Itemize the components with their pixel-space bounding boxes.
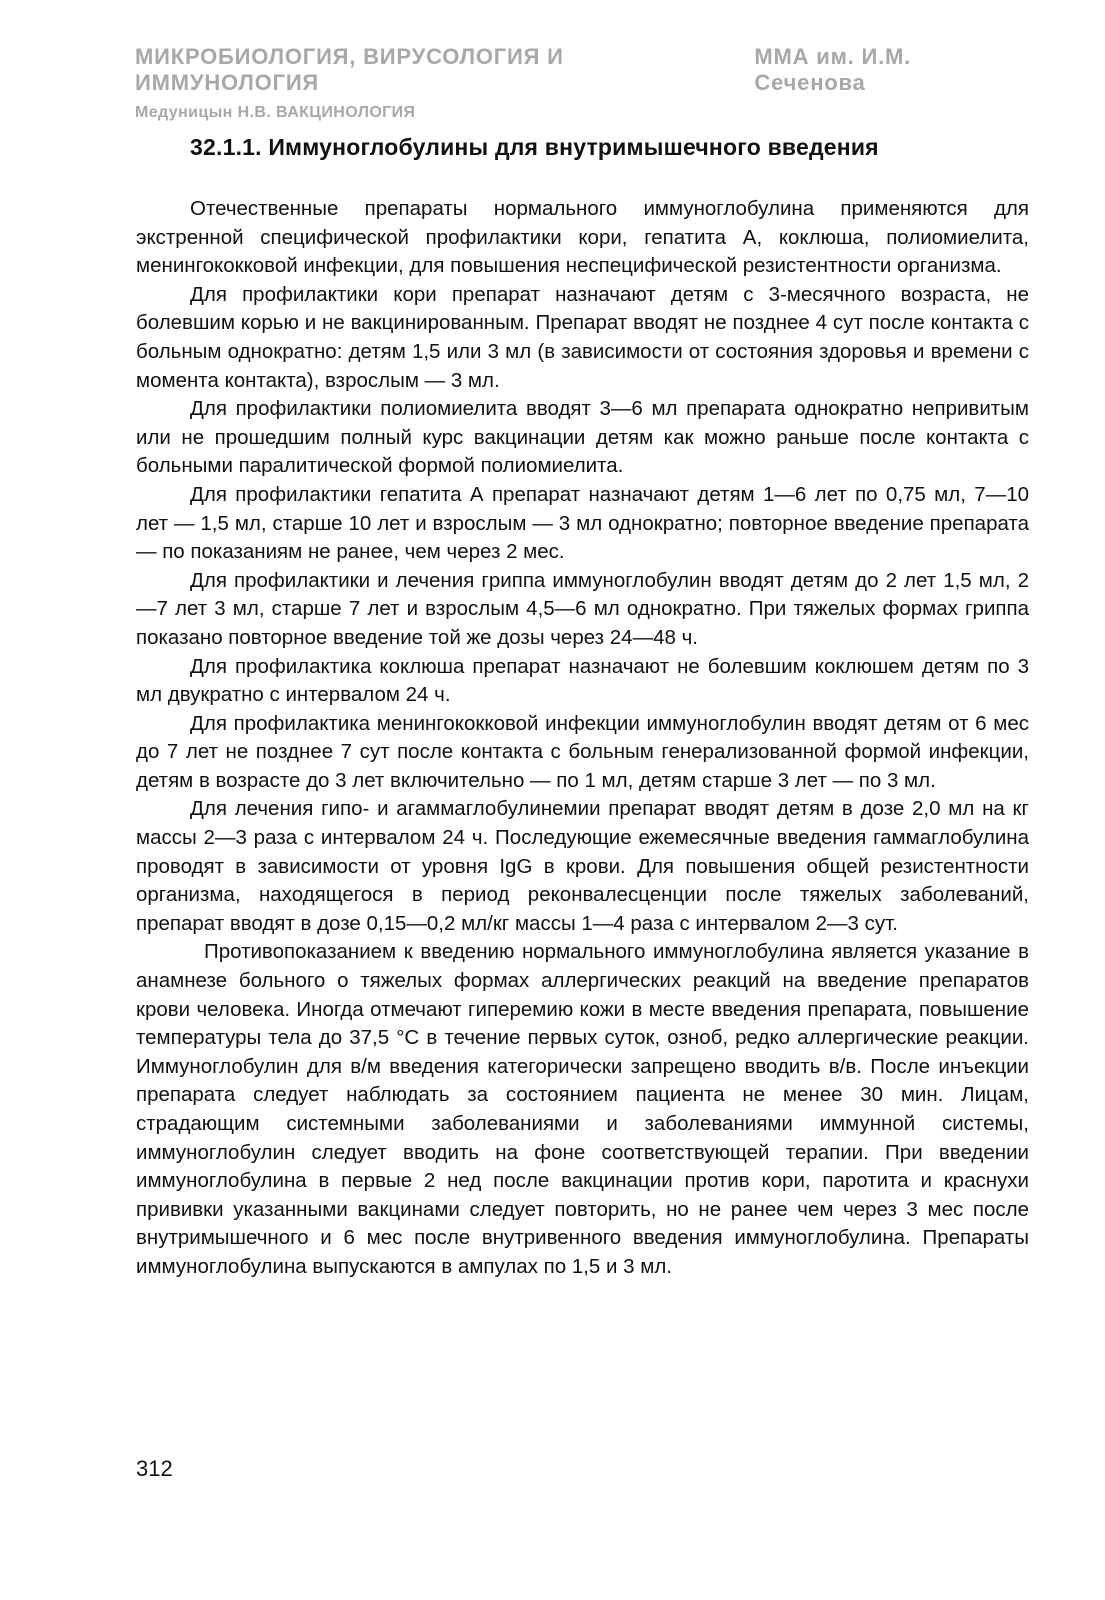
header-book-title: Медуницын Н.В. ВАКЦИНОЛОГИЯ	[135, 104, 416, 121]
body-text	[136, 195, 1029, 1282]
paragraph: Для профилактики кори препарат назначают детям с 3-месячного возраста, не болевшим корью и не вакцинированным. Препарат вводят не позднее 4 сут после контакта с больным однократно: детям 1,5 или 3 мл (в зависимости от состояния здоровья и времени с момента контакта), взрослым — 3 мл.	[136, 282, 1029, 392]
paragraph: Противопоказанием к введению нормального иммуноглобулина является указание в анамнезе больного о тяжелых формах аллергических реакций на введение препаратов крови человека. Иногда отмечают гиперемию кожи в месте введения препарата, повышение температуры тела до 37,5 °С в течение первых суток, озноб, редко аллергические реакции. Иммуноглобулин для в/м введения категорически запрещено вводить в/в. После инъекции препарата следует наблюдать за состоянием пациента не менее 30 мин. Лицам, страдающим системными заболеваниями и заболеваниями иммунной системы, иммуноглобулин следует вводить на фоне соответствующей терапии. При введении иммуноглобулина в первые 2 нед после вакцинации против кори, паротита и краснухи прививки указанными вакцинами следует повторить, но не ранее чем через 3 мес после внутримышечного и 6 мес после внутривенного введения иммуноглобулина. Препараты иммуноглобулина выпускаются в ампулах по 1,5 и 3 мл.	[136, 940, 1029, 1278]
paragraph: Для профилактики гепатита А препарат назначают детям 1—6 лет по 0,75 мл, 7—10 лет — 1,5 мл, старше 10 лет и взрослым — 3 мл однократно; повторное введение препарата — по показаниям не ранее, чем через 2 мес.	[136, 482, 1029, 564]
header-top-line	[135, 44, 1029, 96]
page-number: 312	[136, 1456, 173, 1481]
header-institution: ММА им. И.М. Сеченова	[754, 44, 912, 95]
paragraph: Отечественные препараты нормального иммуноглобулина применяются для экстренной специфической профилактики кори, гепатита А, коклюша, полиомиелита, менингококковой инфекции, для повышения неспецифической резистентности организма.	[136, 197, 1029, 278]
paragraph: Для профилактики и лечения гриппа иммуноглобулин вводят детям до 2 лет 1,5 мл, 2—7 лет 3 мл, старше 7 лет и взрослым 4,5—6 мл однократно. При тяжелых формах гриппа показано повторное введение той же дозы через 24—48 ч.	[136, 568, 1029, 649]
section-title: 32.1.1. Иммуноглобулины для внутримышечного введения	[190, 134, 879, 160]
paragraph: Для профилактика коклюша препарат назначают не болевшим коклюшем детям по 3 мл двукратно с интервалом 24 ч.	[136, 654, 1029, 707]
paragraph: Для лечения гипо- и агаммаглобулинемии препарат вводят детям в дозе 2,0 мл на кг массы 2—3 раза с интервалом 24 ч. Последующие ежемесячные введения гаммаглобулина проводят в зависимости от уровня IgG в крови. Для повышения общей резистентности организма, находящегося в период реконвалесценции после тяжелых заболеваний, препарат вводят в дозе 0,15—0,2 мл/кг массы 1—4 раза с интервалом 2—3 сут.	[136, 797, 1029, 935]
header-series-title: МИКРОБИОЛОГИЯ, ВИРУСОЛОГИЯ И ИММУНОЛОГИЯ	[135, 44, 564, 95]
paragraph: Для профилактика менингококковой инфекции иммуноглобулин вводят детям от 6 мес до 7 лет не позднее 7 сут после контакта с больным генерализованной формой инфекции, детям в возрасте до 3 лет включительно — по 1 мл, детям старше 3 лет — по 3 мл.	[136, 711, 1029, 792]
paragraph: Для профилактики полиомиелита вводят 3—6 мл препарата однократно непривитым или не прошедшим полный курс вакцинации детям как можно раньше после контакта с больными паралитической формой полиомиелита.	[136, 397, 1029, 478]
running-header	[135, 44, 1029, 122]
